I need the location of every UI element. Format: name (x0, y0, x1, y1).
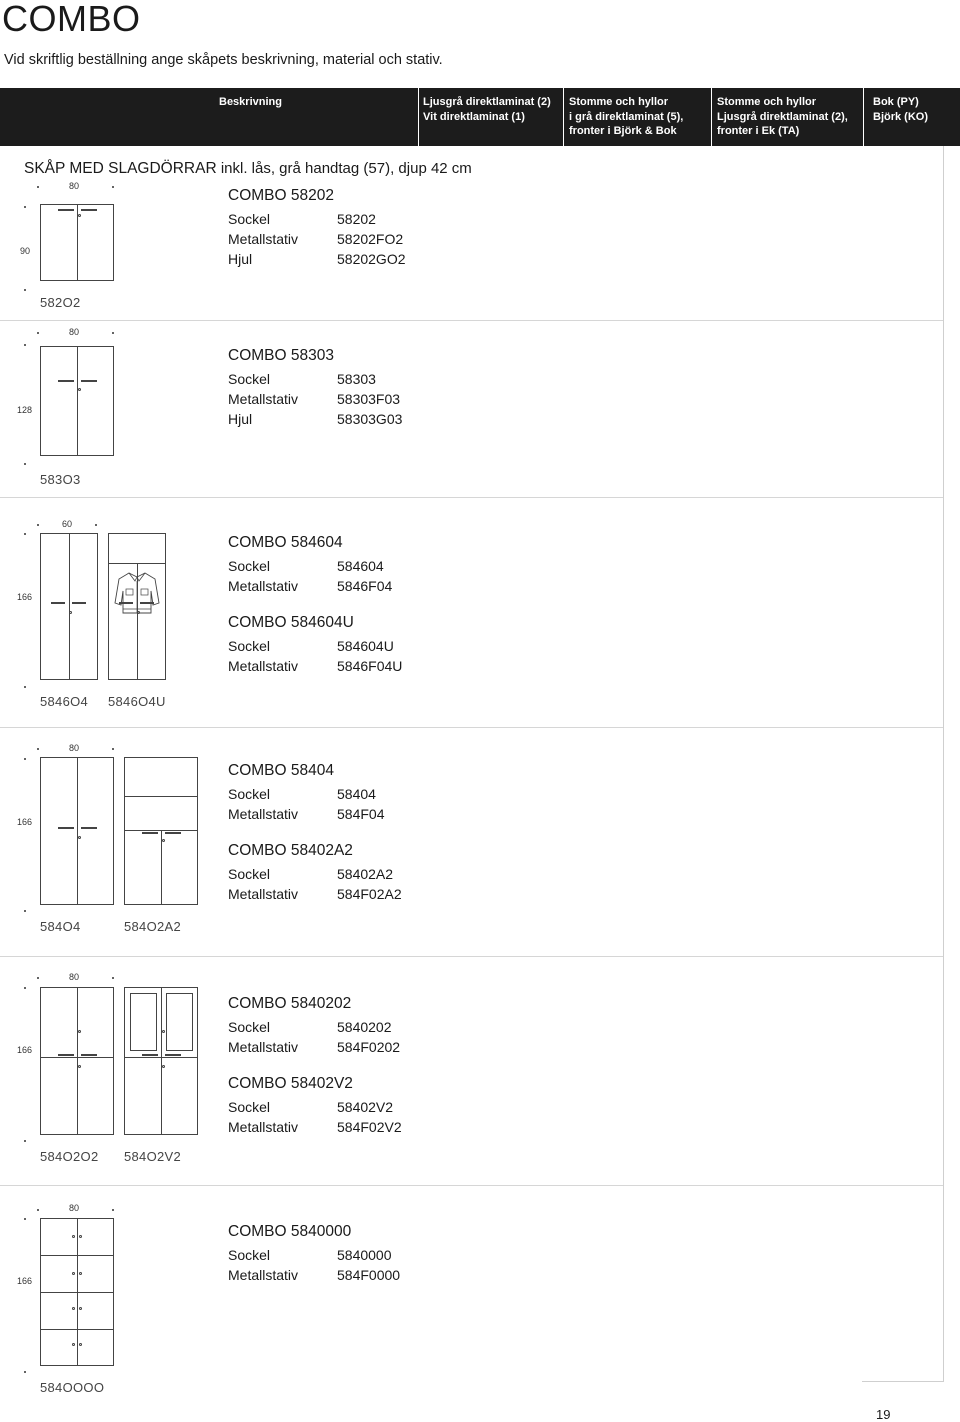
row-divider (0, 320, 943, 321)
model-line: Metallstativ 5846F04 (228, 578, 393, 594)
model-line: Sockel 584604 (228, 558, 384, 574)
cabinet-label: 584OOOO (40, 1380, 105, 1395)
model-line: Metallstativ 584F04 (228, 806, 385, 822)
cabinet-drawing-lockers (40, 1218, 114, 1366)
model-block (228, 534, 392, 596)
model-line: Sockel 58404 (228, 786, 376, 802)
header-divider (711, 88, 712, 146)
row-divider (0, 727, 943, 728)
header-col-laminate: Ljusgrå direktlaminat (2) Vit direktlaminat (1) (423, 96, 551, 123)
jacket-icon (113, 569, 161, 615)
model-line: Sockel 58402A2 (228, 866, 394, 882)
model-line: Hjul 58303G03 (228, 411, 403, 427)
width-dimension: 80 (69, 972, 80, 982)
page-number-rule (862, 1381, 944, 1382)
height-dimension: 166 (17, 1045, 33, 1055)
height-dimension: 128 (17, 405, 33, 415)
cabinet-drawing (40, 204, 114, 281)
model-block (228, 187, 406, 269)
width-dimension: 80 (69, 1203, 80, 1213)
cabinet-label: 584O2O2 (40, 1149, 99, 1164)
cabinet-drawing-glass (124, 987, 198, 1135)
row-divider (0, 1185, 943, 1186)
model-block (228, 762, 384, 824)
page-number: 19 (876, 1407, 891, 1422)
cabinet-label: 583O3 (40, 472, 81, 487)
header-divider (563, 88, 564, 146)
row-divider (0, 956, 943, 957)
page-title: COMBO (2, 0, 141, 39)
header-col-oak: Stomme och hyllor Ljusgrå direktlaminat (2), fronter i Ek (TA) (717, 96, 848, 137)
model-title: COMBO 58303 (228, 347, 334, 364)
model-block (228, 347, 402, 429)
height-dimension: 166 (17, 1276, 33, 1286)
width-dimension: 80 (69, 181, 80, 191)
cabinet-label: 5846O4 (40, 694, 89, 709)
model-line: Sockel 5840202 (228, 1019, 392, 1035)
model-title: COMBO 5840202 (228, 995, 352, 1012)
model-title: COMBO 584604U (228, 614, 354, 631)
model-block (228, 1223, 400, 1285)
cabinet-drawing (40, 346, 114, 456)
height-dimension: 166 (17, 592, 33, 602)
right-rule (943, 146, 944, 1381)
model-title: COMBO 584604 (228, 534, 343, 551)
model-line: Metallstativ 58202FO2 (228, 231, 404, 247)
model-title: COMBO 58404 (228, 762, 334, 779)
cabinet-drawing (40, 533, 98, 680)
model-line: Metallstativ 5846F04U (228, 658, 403, 674)
height-dimension: 166 (17, 817, 33, 827)
model-line: Metallstativ 58303F03 (228, 391, 401, 407)
width-dimension: 60 (62, 519, 73, 529)
model-line: Metallstativ 584F0000 (228, 1267, 401, 1283)
cabinet-label: 582O2 (40, 295, 81, 310)
cabinet-label: 5846O4U (108, 694, 166, 709)
header-divider (418, 88, 419, 146)
section-title: SKÅP MED SLAGDÖRRAR inkl. lås, grå handtag (57), djup 42 cm (24, 160, 472, 177)
model-title: COMBO 58202 (228, 187, 334, 204)
model-title: COMBO 58402A2 (228, 842, 353, 859)
model-block (228, 1075, 402, 1137)
height-dimension: 90 (20, 246, 31, 256)
model-line: Sockel 58202 (228, 211, 376, 227)
model-line: Sockel 5840000 (228, 1247, 392, 1263)
model-block (228, 614, 402, 676)
width-dimension: 80 (69, 743, 80, 753)
model-title: COMBO 58402V2 (228, 1075, 353, 1092)
model-line: Sockel 58402V2 (228, 1099, 394, 1115)
page-subtitle: Vid skriftlig beställning ange skåpets beskrivning, material och stativ. (4, 52, 443, 68)
header-col-birch-beech: Stomme och hyllor i grå direktlaminat (5), fronter i Björk & Bok (569, 96, 684, 137)
row-divider (0, 497, 943, 498)
model-line: Metallstativ 584F02V2 (228, 1119, 402, 1135)
model-line: Sockel 58303 (228, 371, 376, 387)
header-col-description: Beskrivning (219, 96, 282, 108)
model-block (228, 842, 402, 904)
model-line: Sockel 584604U (228, 638, 394, 654)
header-bar (0, 88, 960, 146)
header-col-wood: Bok (PY) Björk (KO) (873, 96, 928, 123)
cabinet-label: 584O2V2 (124, 1149, 182, 1164)
cabinet-label: 584O4 (40, 919, 81, 934)
cabinet-drawing (40, 987, 114, 1135)
cabinet-drawing (40, 757, 114, 905)
model-line: Metallstativ 584F0202 (228, 1039, 401, 1055)
cabinet-drawing-open (124, 757, 198, 905)
model-line: Metallstativ 584F02A2 (228, 886, 402, 902)
header-divider (863, 88, 864, 146)
cabinet-label: 584O2A2 (124, 919, 182, 934)
model-title: COMBO 5840000 (228, 1223, 352, 1240)
width-dimension: 80 (69, 327, 80, 337)
model-block (228, 995, 400, 1057)
model-line: Hjul 58202GO2 (228, 251, 406, 267)
cabinet-drawing-clothing (108, 533, 166, 680)
